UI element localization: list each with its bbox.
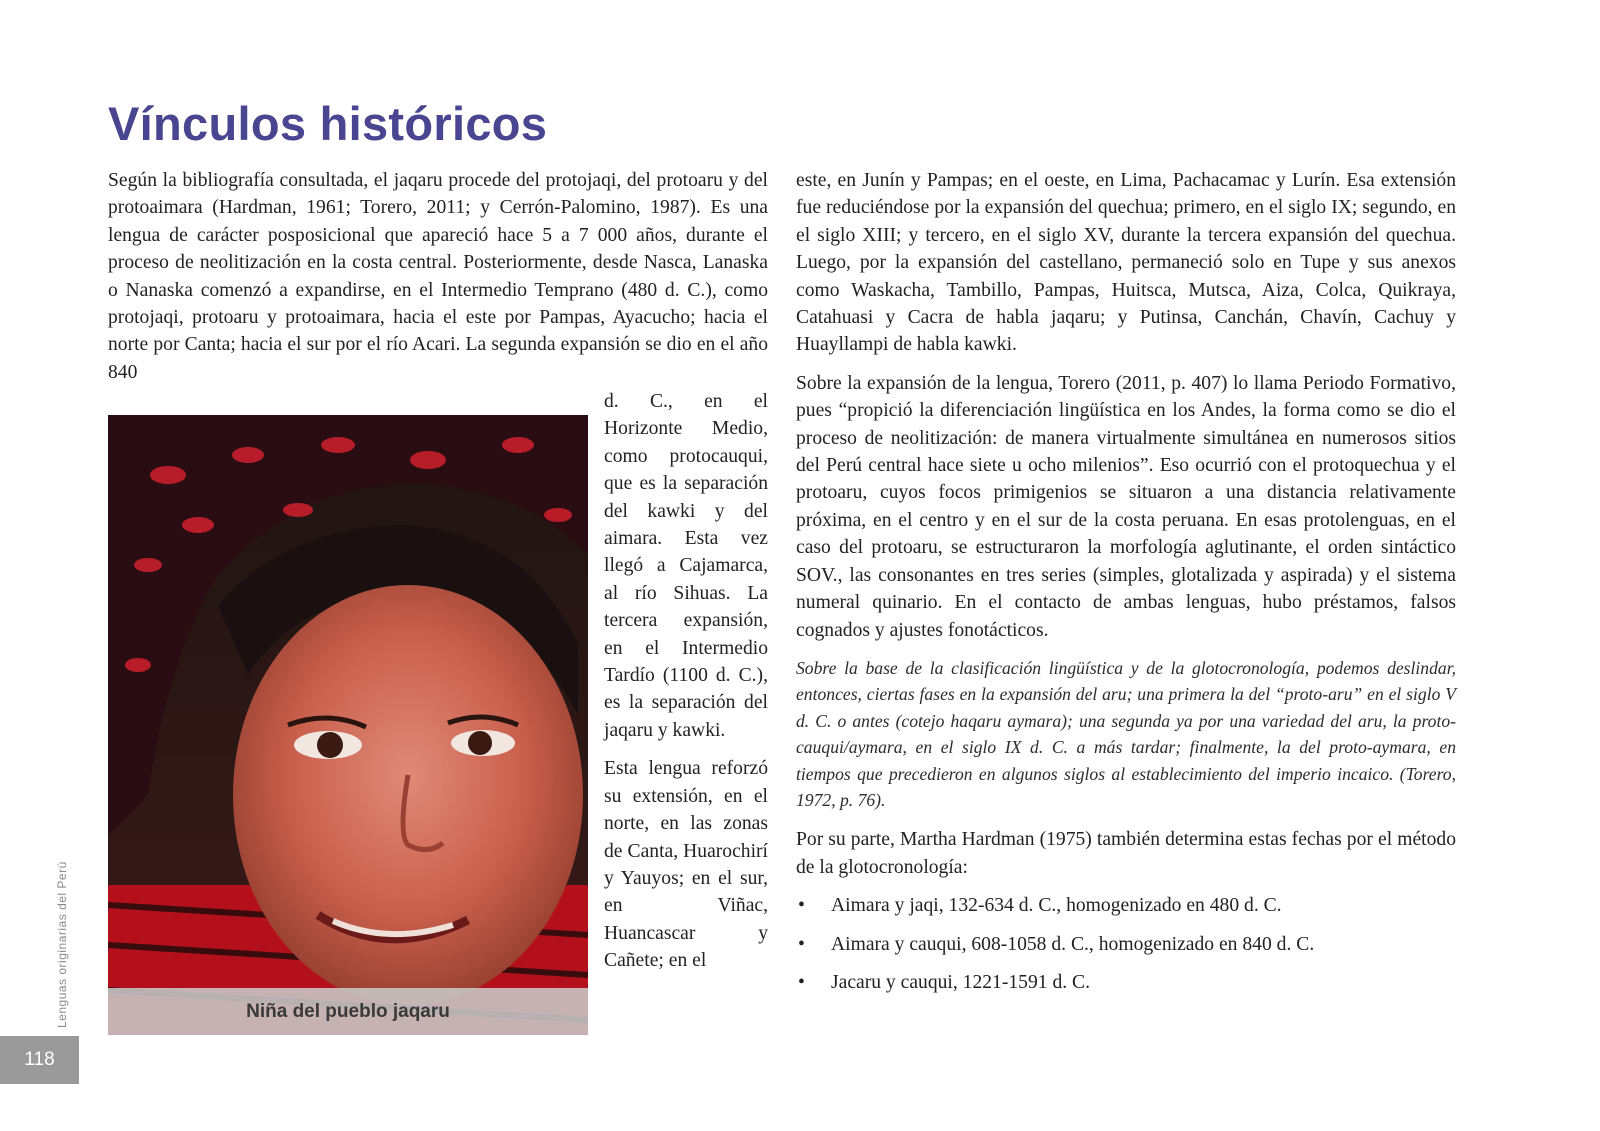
bullet-icon: • xyxy=(798,895,805,917)
photo-figure xyxy=(108,415,588,1035)
bullet-list xyxy=(796,892,1456,996)
book-title-side-label: Lenguas originarias del Perú xyxy=(55,861,69,1028)
list-item xyxy=(796,931,1456,958)
bullet-icon: • xyxy=(798,971,805,993)
right-paragraph-1: este, en Junín y Pampas; en el oeste, en Lima, Pachacamac y Lurín. Esa extensión fue reduciéndose por la expansión del quechua; primero, en el siglo IX; segundo, en el siglo XIII; y tercero, en el siglo XV, durante la tercera expansión del quechua. Luego, por la expansión del castellano, permaneció solo en Tupe y sus anexos como Waskacha, Tambillo, Pampas, Huitsca, Mutsca, Aiza, Colca, Quikraya, Catahuasi y Cacra de habla jaqaru; y Putinsa, Canchán, Chavín, Cachuy y Huayllampi de habla kawki. xyxy=(796,170,1456,356)
list-item-text: Aimara y cauqui, 608-1058 d. C., homogenizado en 840 d. C. xyxy=(831,933,1315,955)
photo-caption: Niña del pueblo jaqaru xyxy=(246,1000,450,1022)
list-item-text: Aimara y jaqi, 132-634 d. C., homogenizado en 480 d. C. xyxy=(831,895,1282,917)
block-quote: Sobre la base de la clasificación lingüística y de la glotocronología, podemos deslindar, entonces, ciertas fases en la expansión del aru; una primera la del “proto-aru” en el siglo V d. C. o antes (cotejo haqaru aymara); una segunda ya por una variedad del aru, la proto-cauqui/aymara, en el siglo IX d. C. a más tardar; finalmente, la del proto-aymara, en tiempos que precedieron en algunos siglos al establecimiento del imperio incaico. (Torero, 1972, p. 76). xyxy=(796,657,1456,810)
narrow-paragraph-2: Esta lengua reforzó su extensión, en el norte, en las zonas de Canta, Huarochirí y Yauyos; en el sur, en Viñac, Huancascar y Cañete; en el xyxy=(604,758,768,972)
list-item-text: Jacaru y cauqui, 1221-1591 d. C. xyxy=(831,971,1091,993)
intro-paragraph: Según la bibliografía consultada, el jaqaru procede del protojaqi, del protoaru y del protoaimara (Hardman, 1961; Torero, 2011; y Cerrón-Palomino, 1987). Es una lengua de carácter posposicional que apareció hace 5 a 7 000 años, durante el proceso de neolitización en la costa central. Posteriormente, desde Nasca, Lanaska o Nanaska comenzó a expandirse, en el Intermedio Temprano (480 d. C.), como protojaqi, protoaru y protoaimara, hacia el este por Pampas, Ayacucho; hacia el norte por Canta; hacia el sur por el río Acari. La segunda expansión se dio en el año 840 xyxy=(108,170,768,383)
right-text-column xyxy=(796,167,1456,1007)
narrow-text-column xyxy=(604,388,768,986)
narrow-paragraph-1: d. C., en el Horizonte Medio, como protocauqui, que es la separación del kawki y del aimara. Esta vez llegó a Cajamarca, al río Sihuas. La tercera expansión, en el Intermedio Tardío (1100 d. C.), es la separación del jaqaru y kawki. xyxy=(604,391,768,741)
page-title: Vínculos históricos xyxy=(108,97,548,150)
list-item xyxy=(796,969,1456,996)
page-number: 118 xyxy=(24,1049,55,1070)
page-number-box xyxy=(0,1036,79,1084)
right-paragraph-3: Por su parte, Martha Hardman (1975) también determina estas fechas por el método de la glotocronología: xyxy=(796,829,1456,878)
photo-caption-bar xyxy=(108,988,588,1035)
right-paragraph-2: Sobre la expansión de la lengua, Torero (2011, p. 407) lo llama Periodo Formativo, pues “propició la diferenciación lingüística en los Andes, la forma como se dio el proceso de neolitización: de manera virtualmente simultánea en numerosos sitios del Perú central hace siete u ocho milenios”. Eso ocurrió con el protoquechua y el protoaru, cuyos focos primigenios se situaron a una distancia relativamente próxima, en el centro y en el sur de la costa peruana. En esas protolenguas, en el caso del protoaru, se estructuraron la morfología aglutinante, el orden sintáctico SOV., las consonantes en tres series (simples, glotalizada y aspirada) y el sistema numeral quinario. En el contacto de ambas lenguas, hubo préstamos, falsos cognados y ajustes fonotácticos. xyxy=(796,372,1456,641)
girl-portrait-image xyxy=(108,415,588,1035)
bullet-icon: • xyxy=(798,933,805,955)
list-item xyxy=(796,892,1456,919)
